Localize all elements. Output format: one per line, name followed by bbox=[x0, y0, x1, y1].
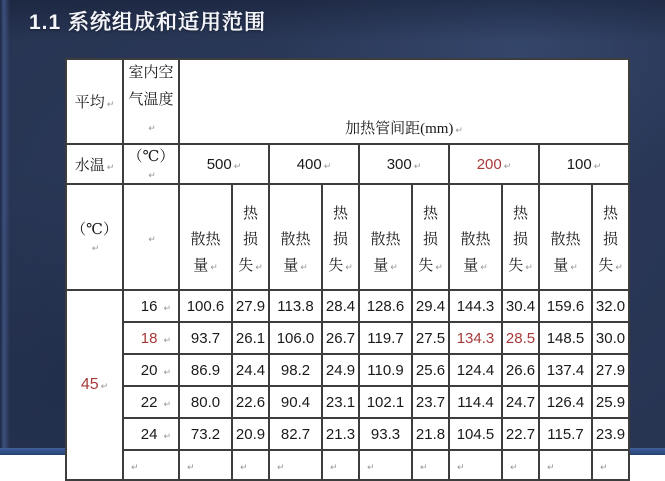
value-cell: 20.9 bbox=[232, 418, 269, 450]
water-temp-unit-cell bbox=[66, 184, 123, 290]
value-cell: 119.7 bbox=[359, 322, 412, 354]
paragraph-mark-icon: ↵ bbox=[503, 161, 512, 172]
value-cell: 22.6 bbox=[232, 386, 269, 418]
paragraph-mark-icon: ↵ bbox=[148, 171, 156, 181]
value-cell: 73.2 bbox=[179, 418, 232, 450]
table-row bbox=[66, 386, 629, 418]
paragraph-mark-icon: ↵ bbox=[91, 244, 100, 254]
water-temp-value-cell bbox=[66, 290, 123, 480]
heat-output-header-cell bbox=[539, 184, 592, 290]
paragraph-mark-icon: ↵ bbox=[277, 462, 285, 473]
air-temp-value: 18 bbox=[140, 329, 158, 347]
water-temp-value: 45 bbox=[80, 376, 99, 393]
heat-loss-line2: 损 bbox=[512, 232, 528, 248]
spacing-value: 100 bbox=[566, 155, 592, 173]
value-cell: 159.6 bbox=[539, 290, 592, 322]
air-temp-value: 16 bbox=[140, 297, 158, 315]
air-temp-cell bbox=[123, 354, 179, 386]
paragraph-mark-icon: ↵ bbox=[163, 399, 171, 410]
spacing-value: 400 bbox=[296, 155, 322, 173]
value-cell: 32.0 bbox=[592, 290, 629, 322]
paragraph-mark-icon: ↵ bbox=[163, 431, 171, 442]
paragraph-mark-icon: ↵ bbox=[570, 263, 578, 273]
spacing-header-cell bbox=[449, 144, 539, 184]
pipe-spacing-header: 加热管间距(mm) bbox=[345, 121, 454, 137]
paragraph-mark-icon: ↵ bbox=[480, 263, 488, 273]
average-label-cell bbox=[66, 59, 123, 144]
value-cell: 25.9 bbox=[592, 386, 629, 418]
value-cell: 128.6 bbox=[359, 290, 412, 322]
heat-loss-line3: 失 bbox=[238, 258, 254, 274]
paragraph-mark-icon: ↵ bbox=[131, 462, 139, 473]
paragraph-mark-icon: ↵ bbox=[255, 263, 263, 273]
paragraph-mark-icon: ↵ bbox=[367, 462, 375, 473]
heat-output-line1: 散热 bbox=[550, 232, 581, 248]
paragraph-mark-icon: ↵ bbox=[106, 162, 115, 173]
heat-loss-line1: 热 bbox=[332, 206, 348, 222]
value-cell: 23.7 bbox=[412, 386, 449, 418]
paragraph-mark-icon: ↵ bbox=[345, 263, 353, 273]
value-cell: 137.4 bbox=[539, 354, 592, 386]
paragraph-mark-icon: ↵ bbox=[593, 161, 602, 172]
value-cell: 114.4 bbox=[449, 386, 502, 418]
spacing-value: 500 bbox=[206, 155, 232, 173]
paragraph-mark-icon: ↵ bbox=[210, 263, 218, 273]
table-row bbox=[66, 354, 629, 386]
value-cell: 102.1 bbox=[359, 386, 412, 418]
value-cell: 26.6 bbox=[502, 354, 539, 386]
value-cell: 23.1 bbox=[322, 386, 359, 418]
indoor-air-temp-unit-cell bbox=[123, 144, 179, 184]
value-cell: 98.2 bbox=[269, 354, 322, 386]
indoor-air-temp-line1: 室内空 bbox=[128, 65, 174, 81]
value-cell: 28.5 bbox=[502, 322, 539, 354]
paragraph-mark-icon: ↵ bbox=[510, 462, 518, 473]
paragraph-mark-icon: ↵ bbox=[300, 263, 308, 273]
paragraph-mark-icon: ↵ bbox=[187, 462, 195, 473]
paragraph-mark-icon: ↵ bbox=[148, 234, 156, 245]
paragraph-mark-icon: ↵ bbox=[233, 161, 242, 172]
heat-output-header-cell bbox=[179, 184, 232, 290]
value-cell: 115.7 bbox=[539, 418, 592, 450]
value-cell: 113.8 bbox=[269, 290, 322, 322]
heat-output-line1: 散热 bbox=[370, 232, 401, 248]
heat-output-header-cell bbox=[269, 184, 322, 290]
value-cell: 25.6 bbox=[412, 354, 449, 386]
indoor-air-temp-line2: 气温度 bbox=[128, 92, 174, 108]
value-cell: 126.4 bbox=[539, 386, 592, 418]
average-label: 平均 bbox=[74, 95, 105, 111]
table-row bbox=[66, 322, 629, 354]
heat-loss-line2: 损 bbox=[242, 232, 258, 248]
paragraph-mark-icon: ↵ bbox=[420, 462, 428, 473]
value-cell: 21.8 bbox=[412, 418, 449, 450]
air-temp-cell bbox=[123, 322, 179, 354]
air-temp-value: 24 bbox=[140, 425, 158, 443]
table-row bbox=[66, 418, 629, 450]
empty-header-cell bbox=[123, 184, 179, 290]
spacing-value: 300 bbox=[386, 155, 412, 173]
heat-output-header-cell bbox=[359, 184, 412, 290]
heat-output-line2: 量 bbox=[463, 258, 479, 274]
heat-loss-line3: 失 bbox=[508, 258, 524, 274]
air-temp-value: 22 bbox=[140, 393, 158, 411]
value-cell: 24.9 bbox=[322, 354, 359, 386]
value-cell: 27.5 bbox=[412, 322, 449, 354]
water-temp-label-cell bbox=[66, 144, 123, 184]
air-temp-cell bbox=[123, 290, 179, 322]
indoor-air-temp-header-cell bbox=[123, 59, 179, 144]
heat-output-line1: 散热 bbox=[190, 232, 221, 248]
paragraph-mark-icon: ↵ bbox=[525, 263, 533, 273]
value-cell: 28.4 bbox=[322, 290, 359, 322]
paragraph-mark-icon: ↵ bbox=[390, 263, 398, 273]
heat-loss-line2: 损 bbox=[332, 232, 348, 248]
paragraph-mark-icon: ↵ bbox=[100, 382, 109, 392]
header-row-1 bbox=[66, 59, 629, 144]
value-cell: 21.3 bbox=[322, 418, 359, 450]
paragraph-mark-icon: ↵ bbox=[240, 462, 248, 473]
heat-output-line2: 量 bbox=[283, 258, 299, 274]
spacing-header-cell bbox=[179, 144, 269, 184]
heat-loss-line1: 热 bbox=[512, 206, 528, 222]
paragraph-mark-icon: ↵ bbox=[457, 462, 465, 473]
air-temp-value: 20 bbox=[140, 361, 158, 379]
value-cell: 90.4 bbox=[269, 386, 322, 418]
value-cell: 26.1 bbox=[232, 322, 269, 354]
paragraph-mark-icon: ↵ bbox=[163, 335, 171, 346]
water-temp-unit: （℃） bbox=[71, 222, 118, 238]
paragraph-mark-icon: ↵ bbox=[413, 161, 422, 172]
paragraph-mark-icon: ↵ bbox=[600, 462, 608, 473]
heat-output-line2: 量 bbox=[373, 258, 389, 274]
spacing-header-cell bbox=[269, 144, 359, 184]
value-cell: 29.4 bbox=[412, 290, 449, 322]
heat-loss-line2: 损 bbox=[603, 232, 619, 248]
heat-loss-header-cell bbox=[322, 184, 359, 290]
pipe-spacing-header-cell bbox=[179, 59, 629, 144]
slide-left-edge bbox=[0, 0, 10, 455]
heat-loss-header-cell bbox=[412, 184, 449, 290]
value-cell: 134.3 bbox=[449, 322, 502, 354]
header-row-2 bbox=[66, 144, 629, 184]
spacing-header-cell bbox=[359, 144, 449, 184]
paragraph-mark-icon: ↵ bbox=[323, 161, 332, 172]
water-temp-label: 水温 bbox=[74, 157, 105, 174]
spacing-header-cell bbox=[539, 144, 629, 184]
heat-output-line2: 量 bbox=[553, 258, 569, 274]
paragraph-mark-icon: ↵ bbox=[163, 367, 171, 378]
value-cell: 93.7 bbox=[179, 322, 232, 354]
paragraph-mark-icon: ↵ bbox=[547, 462, 555, 473]
heat-output-line2: 量 bbox=[193, 258, 209, 274]
paragraph-mark-icon: ↵ bbox=[615, 263, 623, 273]
value-cell: 93.3 bbox=[359, 418, 412, 450]
value-cell: 30.4 bbox=[502, 290, 539, 322]
air-temp-cell bbox=[123, 418, 179, 450]
value-cell: 23.9 bbox=[592, 418, 629, 450]
value-cell: 80.0 bbox=[179, 386, 232, 418]
value-cell: 144.3 bbox=[449, 290, 502, 322]
heat-loss-line3: 失 bbox=[418, 258, 434, 274]
air-temp-cell bbox=[123, 386, 179, 418]
paragraph-mark-icon: ↵ bbox=[106, 100, 115, 110]
value-cell: 124.4 bbox=[449, 354, 502, 386]
paragraph-mark-icon: ↵ bbox=[455, 126, 463, 136]
heat-loss-line3: 失 bbox=[598, 258, 614, 274]
value-cell: 30.0 bbox=[592, 322, 629, 354]
page-title: 1.1 系统组成和适用范围 bbox=[29, 11, 267, 34]
value-cell: 26.7 bbox=[322, 322, 359, 354]
heat-loss-line2: 损 bbox=[422, 232, 438, 248]
paragraph-mark-icon: ↵ bbox=[148, 124, 156, 134]
heat-output-line1: 散热 bbox=[460, 232, 491, 248]
heat-loss-line3: 失 bbox=[328, 258, 344, 274]
paragraph-mark-icon: ↵ bbox=[435, 263, 443, 273]
heat-loss-line1: 热 bbox=[422, 206, 438, 222]
value-cell: 27.9 bbox=[232, 290, 269, 322]
heat-output-header-cell bbox=[449, 184, 502, 290]
value-cell: 148.5 bbox=[539, 322, 592, 354]
spacing-value: 200 bbox=[476, 155, 502, 173]
heating-table-container bbox=[65, 58, 630, 481]
heat-loss-line1: 热 bbox=[242, 206, 258, 222]
indoor-air-temp-unit: （℃） bbox=[127, 149, 175, 165]
paragraph-mark-icon: ↵ bbox=[330, 462, 338, 473]
table-row bbox=[66, 290, 629, 322]
value-cell: 106.0 bbox=[269, 322, 322, 354]
heat-loss-header-cell bbox=[232, 184, 269, 290]
heat-output-line1: 散热 bbox=[280, 232, 311, 248]
heat-loss-header-cell bbox=[502, 184, 539, 290]
paragraph-mark-icon: ↵ bbox=[163, 303, 171, 314]
heat-loss-line1: 热 bbox=[603, 206, 619, 222]
value-cell: 104.5 bbox=[449, 418, 502, 450]
header-row-3 bbox=[66, 184, 629, 290]
value-cell: 82.7 bbox=[269, 418, 322, 450]
value-cell: 27.9 bbox=[592, 354, 629, 386]
heat-loss-header-cell bbox=[592, 184, 629, 290]
value-cell: 24.7 bbox=[502, 386, 539, 418]
value-cell: 110.9 bbox=[359, 354, 412, 386]
value-cell: 22.7 bbox=[502, 418, 539, 450]
heating-pipe-spacing-table bbox=[65, 58, 630, 481]
value-cell: 86.9 bbox=[179, 354, 232, 386]
value-cell: 100.6 bbox=[179, 290, 232, 322]
value-cell: 24.4 bbox=[232, 354, 269, 386]
